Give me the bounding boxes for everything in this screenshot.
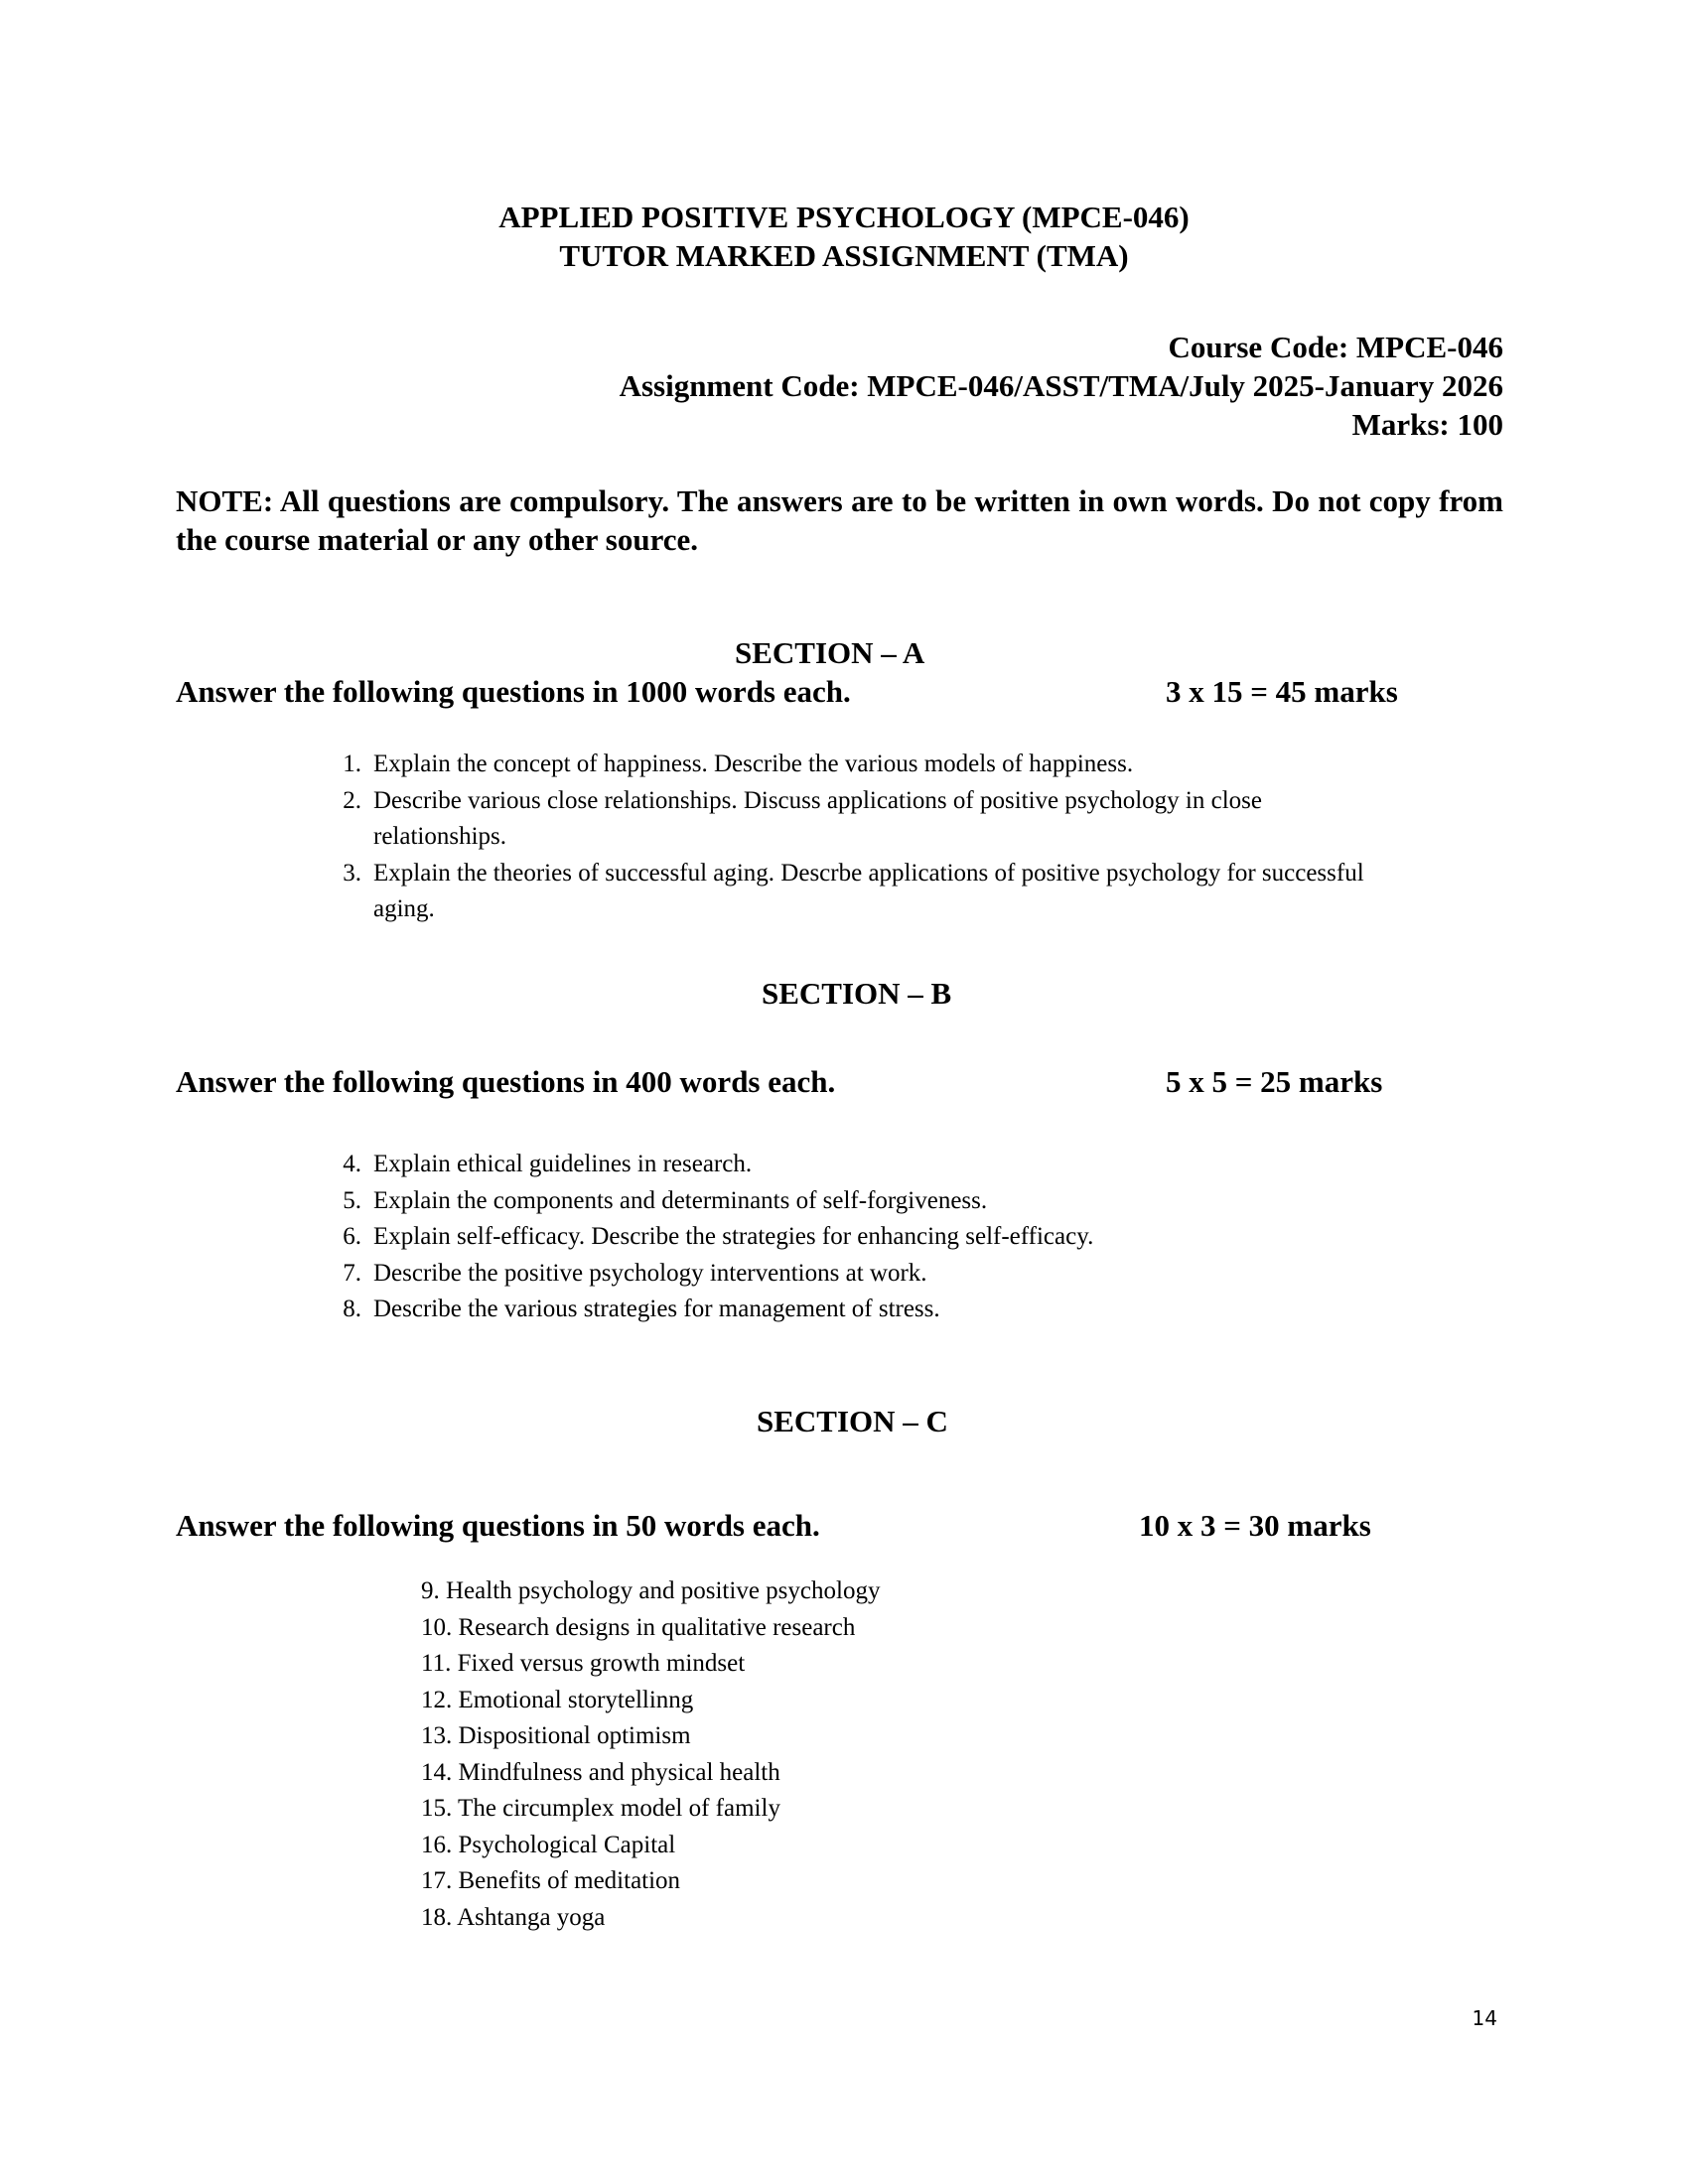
section-c-instruction: Answer the following questions in 50 words each. xyxy=(176,1508,820,1543)
section-b-questions xyxy=(326,1147,1378,1328)
question-item: 18. Ashtanga yoga xyxy=(421,1903,606,1931)
question-item xyxy=(326,783,1378,856)
question-item: 14. Mindfulness and physical health xyxy=(421,1758,780,1786)
section-c-questions xyxy=(421,1573,880,1936)
question-number: 3. xyxy=(343,859,361,887)
question-text: Describe the various strategies for management of stress. xyxy=(373,1296,940,1322)
question-number: 1. xyxy=(343,751,361,777)
question-number: 5. xyxy=(343,1186,361,1214)
question-item xyxy=(326,1219,1378,1256)
question-number: 8. xyxy=(343,1296,361,1322)
section-b-marks: 5 x 5 = 25 marks xyxy=(1166,1064,1383,1099)
section-a-marks: 3 x 15 = 45 marks xyxy=(1166,674,1398,709)
question-text: Explain the components and determinants of self-forgiveness. xyxy=(373,1186,988,1214)
instructions-note: NOTE: All questions are compulsory. The answers are to be written in own words. Do not copy from the course material or any other source. xyxy=(176,483,1503,557)
question-text: Explain the theories of successful aging. Descrbe applications of positive psychology for successful aging. xyxy=(373,859,1364,922)
question-item xyxy=(326,1292,1378,1328)
course-code: Course Code: MPCE-046 xyxy=(1168,330,1503,364)
page-number: 14 xyxy=(1472,2006,1497,2030)
section-b-title: SECTION – B xyxy=(762,976,952,1011)
question-text: Describe the positive psychology interventions at work. xyxy=(373,1259,927,1287)
question-item: 16. Psychological Capital xyxy=(421,1831,676,1858)
question-text: Explain self-efficacy. Describe the strategies for enhancing self-efficacy. xyxy=(373,1223,1094,1250)
section-a-instruction: Answer the following questions in 1000 words each. xyxy=(176,674,851,709)
section-b-instruction: Answer the following questions in 400 words each. xyxy=(176,1064,836,1099)
question-item xyxy=(326,1183,1378,1220)
question-number: 7. xyxy=(343,1259,361,1287)
question-item: 12. Emotional storytellinng xyxy=(421,1686,694,1713)
question-item: 17. Benefits of meditation xyxy=(421,1867,681,1894)
section-a-questions xyxy=(326,747,1378,928)
question-item: 11. Fixed versus growth mindset xyxy=(421,1650,746,1677)
section-a-title: SECTION – A xyxy=(735,635,925,670)
question-item xyxy=(326,856,1378,928)
question-number: 4. xyxy=(343,1151,361,1177)
question-text: Describe various close relationships. Discuss applications of positive psychology in close relationships. xyxy=(373,786,1262,850)
document-subtitle: TUTOR MARKED ASSIGNMENT (TMA) xyxy=(559,238,1129,273)
question-item: 9. Health psychology and positive psychology xyxy=(421,1577,881,1604)
question-item: 15. The circumplex model of family xyxy=(421,1795,780,1822)
assignment-code: Assignment Code: MPCE-046/ASST/TMA/July 2025-January 2026 xyxy=(619,368,1503,403)
question-item xyxy=(326,1256,1378,1293)
total-marks: Marks: 100 xyxy=(1351,407,1503,442)
question-text: Explain ethical guidelines in research. xyxy=(373,1151,753,1177)
question-number: 2. xyxy=(343,786,361,814)
question-item: 10. Research designs in qualitative research xyxy=(421,1613,856,1641)
question-number: 6. xyxy=(343,1223,361,1250)
question-item xyxy=(326,747,1378,783)
question-item: 13. Dispositional optimism xyxy=(421,1722,691,1749)
section-c-title: SECTION – C xyxy=(757,1404,948,1438)
question-text: Explain the concept of happiness. Describe the various models of happiness. xyxy=(373,751,1134,777)
document-title: APPLIED POSITIVE PSYCHOLOGY (MPCE-046) xyxy=(498,200,1190,234)
section-c-marks: 10 x 3 = 30 marks xyxy=(1139,1508,1371,1543)
question-item xyxy=(326,1147,1378,1183)
